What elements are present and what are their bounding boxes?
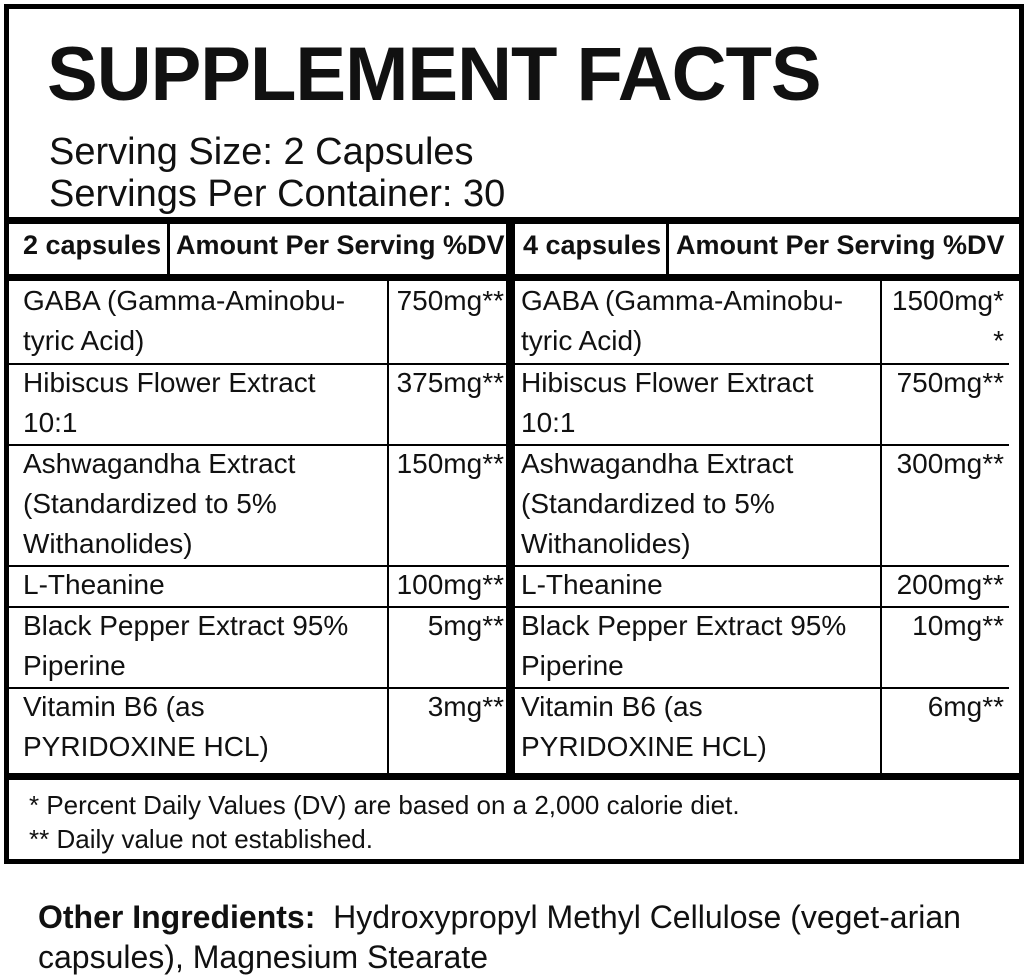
right-ingredient-name-line: GABA (Gamma-Aminobu- bbox=[521, 285, 844, 316]
left-ingredient-name-line: Ashwagandha Extract bbox=[23, 448, 296, 479]
right-ingredient-amount: 10mg** bbox=[912, 610, 1004, 641]
other-ingredients-label: Other Ingredients: bbox=[38, 899, 316, 935]
left-ingredient-name-line: Hibiscus Flower Extract bbox=[23, 367, 316, 398]
left-ingredient-name-line: (Standardized to 5% bbox=[23, 488, 277, 519]
right-amount-divider bbox=[880, 281, 882, 773]
right-ingredient-name-line: PYRIDOXINE HCL) bbox=[521, 731, 767, 762]
left-ingredient-name-line: Vitamin B6 (as bbox=[23, 691, 205, 722]
right-ingredient-amount: * bbox=[993, 325, 1004, 356]
panel-title: SUPPLEMENT FACTS bbox=[47, 32, 821, 117]
left-ingredient-name-line: Piperine bbox=[23, 650, 126, 681]
left-ingredient-amount: 3mg** bbox=[427, 691, 504, 722]
right-ingredient-name-line: Withanolides) bbox=[521, 528, 691, 559]
right-header-amount: Amount Per Serving %DV bbox=[676, 230, 1005, 260]
other-ingredients bbox=[38, 897, 998, 977]
right-ingredient-amount: 1500mg* bbox=[891, 285, 1004, 316]
left-ingredient-name-line: Withanolides) bbox=[23, 528, 193, 559]
right-ingredient-amount: 200mg** bbox=[896, 569, 1004, 600]
right-ingredient-name-line: Piperine bbox=[521, 650, 624, 681]
left-ingredient-amount: 375mg** bbox=[396, 367, 504, 398]
left-header-amount: Amount Per Serving %DV bbox=[176, 230, 505, 260]
right-ingredient-amount: 300mg** bbox=[896, 448, 1004, 479]
left-amount-divider bbox=[387, 281, 389, 773]
right-ingredient-name-line: L-Theanine bbox=[521, 569, 663, 600]
header-divider-right bbox=[666, 217, 669, 279]
right-ingredient-name-line: Hibiscus Flower Extract bbox=[521, 367, 814, 398]
servings-per-container: Servings Per Container: 30 bbox=[49, 173, 506, 215]
left-ingredient-amount: 5mg** bbox=[427, 610, 504, 641]
right-ingredient-name-line: Vitamin B6 (as bbox=[521, 691, 703, 722]
left-ingredient-name-line: 10:1 bbox=[23, 407, 78, 438]
footnote-dv: * Percent Daily Values (DV) are based on a 2,000 calorie diet. bbox=[29, 790, 740, 820]
right-ingredient-name-line: tyric Acid) bbox=[521, 325, 643, 356]
left-ingredient-amount: 750mg** bbox=[396, 285, 504, 316]
right-ingredient-name-line: 10:1 bbox=[521, 407, 576, 438]
header-divider-left bbox=[167, 217, 170, 279]
serving-size: Serving Size: 2 Capsules bbox=[49, 131, 474, 173]
right-ingredient-amount: 6mg** bbox=[927, 691, 1004, 722]
right-ingredient-amount: 750mg** bbox=[896, 367, 1004, 398]
right-ingredient-name-line: Black Pepper Extract 95% bbox=[521, 610, 847, 641]
left-ingredient-name-line: tyric Acid) bbox=[23, 325, 145, 356]
left-ingredient-name-line: GABA (Gamma-Aminobu- bbox=[23, 285, 346, 316]
right-ingredient-name-line: (Standardized to 5% bbox=[521, 488, 775, 519]
left-ingredient-amount: 150mg** bbox=[396, 448, 504, 479]
left-ingredient-name-line: L-Theanine bbox=[23, 569, 165, 600]
left-ingredient-amount: 100mg** bbox=[396, 569, 504, 600]
footnote-not-established: ** Daily value not established. bbox=[29, 824, 373, 854]
left-ingredient-name-line: Black Pepper Extract 95% bbox=[23, 610, 349, 641]
column-divider-center bbox=[506, 217, 515, 780]
right-header-qty: 4 capsules bbox=[523, 230, 662, 260]
left-ingredient-name-line: PYRIDOXINE HCL) bbox=[23, 731, 269, 762]
right-ingredient-name-line: Ashwagandha Extract bbox=[521, 448, 794, 479]
left-header-qty: 2 capsules bbox=[23, 230, 162, 260]
supplement-facts-panel bbox=[4, 4, 1024, 864]
other-ingredients-text: Hydroxypropyl Methyl Cellulose (veget-arian capsules), Magnesium Stearate bbox=[38, 899, 961, 975]
